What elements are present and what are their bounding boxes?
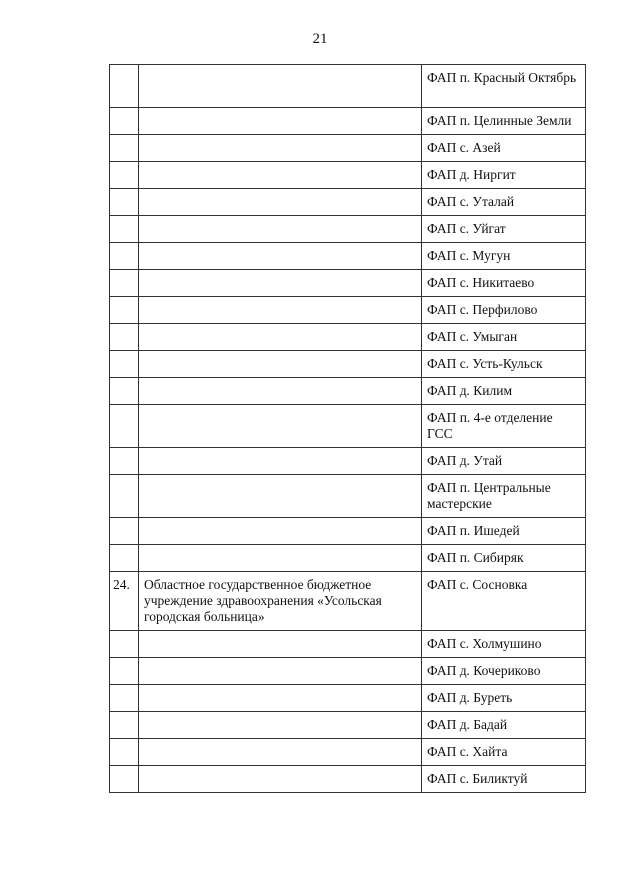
organization-cell: [139, 405, 422, 448]
row-number-cell: [110, 108, 139, 135]
row-number-cell: 24.: [110, 572, 139, 631]
organization-cell: [139, 135, 422, 162]
table-row: [110, 189, 586, 216]
table-row: [110, 739, 586, 766]
table-row: [110, 766, 586, 793]
fap-name-cell: ФАП д. Ниргит: [422, 162, 586, 189]
row-number-cell: [110, 518, 139, 545]
table-body: [110, 65, 586, 793]
organization-cell: [139, 631, 422, 658]
fap-name-cell: ФАП д. Бадай: [422, 712, 586, 739]
row-number-cell: [110, 448, 139, 475]
table-row: [110, 475, 586, 518]
fap-table: [109, 64, 586, 793]
organization-cell: [139, 243, 422, 270]
table-row: [110, 65, 586, 108]
organization-cell: [139, 108, 422, 135]
fap-name-cell: ФАП с. Перфилово: [422, 297, 586, 324]
row-number-cell: [110, 189, 139, 216]
table-row: [110, 162, 586, 189]
row-number-cell: [110, 631, 139, 658]
fap-name-cell: ФАП п. 4-е отделение ГСС: [422, 405, 586, 448]
table-row: [110, 448, 586, 475]
row-number-cell: [110, 270, 139, 297]
page-number: 21: [312, 31, 328, 47]
table-row: [110, 351, 586, 378]
organization-cell: [139, 712, 422, 739]
table-row: [110, 518, 586, 545]
fap-name-cell: ФАП с. Биликтуй: [422, 766, 586, 793]
row-number-cell: [110, 297, 139, 324]
organization-cell: [139, 448, 422, 475]
organization-cell: [139, 65, 422, 108]
row-number-cell: [110, 65, 139, 108]
row-number-cell: [110, 216, 139, 243]
row-number-cell: [110, 324, 139, 351]
fap-name-cell: ФАП с. Никитаево: [422, 270, 586, 297]
fap-name-cell: ФАП с. Умыган: [422, 324, 586, 351]
table-row: [110, 135, 586, 162]
table-row: [110, 297, 586, 324]
table-row: [110, 378, 586, 405]
fap-name-cell: ФАП с. Сосновка: [422, 572, 586, 631]
fap-name-cell: ФАП с. Мугун: [422, 243, 586, 270]
table-row: [110, 405, 586, 448]
table-row: [110, 685, 586, 712]
organization-cell: [139, 766, 422, 793]
fap-name-cell: ФАП п. Целинные Земли: [422, 108, 586, 135]
organization-cell: [139, 739, 422, 766]
organization-cell: [139, 518, 422, 545]
row-number-cell: [110, 351, 139, 378]
table-row: [110, 658, 586, 685]
table-row: [110, 243, 586, 270]
row-number-cell: [110, 685, 139, 712]
fap-name-cell: ФАП с. Холмушино: [422, 631, 586, 658]
row-number-cell: [110, 658, 139, 685]
fap-name-cell: ФАП п. Сибиряк: [422, 545, 586, 572]
fap-name-cell: ФАП д. Кочериково: [422, 658, 586, 685]
row-number-cell: [110, 766, 139, 793]
organization-cell: [139, 216, 422, 243]
organization-cell: [139, 378, 422, 405]
organization-cell: [139, 162, 422, 189]
organization-cell: [139, 351, 422, 378]
table-row: [110, 631, 586, 658]
row-number-cell: [110, 243, 139, 270]
fap-name-cell: ФАП с. Хайта: [422, 739, 586, 766]
row-number-cell: [110, 545, 139, 572]
organization-cell: [139, 685, 422, 712]
organization-cell: [139, 270, 422, 297]
organization-cell: [139, 189, 422, 216]
fap-name-cell: ФАП д. Утай: [422, 448, 586, 475]
table-row: [110, 712, 586, 739]
fap-name-cell: ФАП с. Уталай: [422, 189, 586, 216]
fap-name-cell: ФАП с. Азей: [422, 135, 586, 162]
organization-cell: [139, 545, 422, 572]
row-number-cell: [110, 162, 139, 189]
organization-cell: Областное государственное бюджетное учреждение здравоохранения «Усольская городская больница»: [139, 572, 422, 631]
table-row: [110, 270, 586, 297]
fap-name-cell: ФАП п. Красный Октябрь: [422, 65, 586, 108]
table-row: [110, 216, 586, 243]
fap-name-cell: ФАП п. Ишедей: [422, 518, 586, 545]
organization-cell: [139, 324, 422, 351]
row-number-cell: [110, 378, 139, 405]
row-number-cell: [110, 739, 139, 766]
table-row: [110, 545, 586, 572]
table-row: [110, 324, 586, 351]
table-row: [110, 572, 586, 631]
fap-name-cell: ФАП с. Усть-Кульск: [422, 351, 586, 378]
row-number-cell: [110, 475, 139, 518]
fap-name-cell: ФАП с. Уйгат: [422, 216, 586, 243]
row-number-cell: [110, 712, 139, 739]
organization-cell: [139, 658, 422, 685]
fap-name-cell: ФАП п. Центральные мастерские: [422, 475, 586, 518]
row-number-cell: [110, 135, 139, 162]
row-number-cell: [110, 405, 139, 448]
organization-cell: [139, 475, 422, 518]
organization-cell: [139, 297, 422, 324]
fap-name-cell: ФАП д. Буреть: [422, 685, 586, 712]
table-row: [110, 108, 586, 135]
fap-name-cell: ФАП д. Килим: [422, 378, 586, 405]
